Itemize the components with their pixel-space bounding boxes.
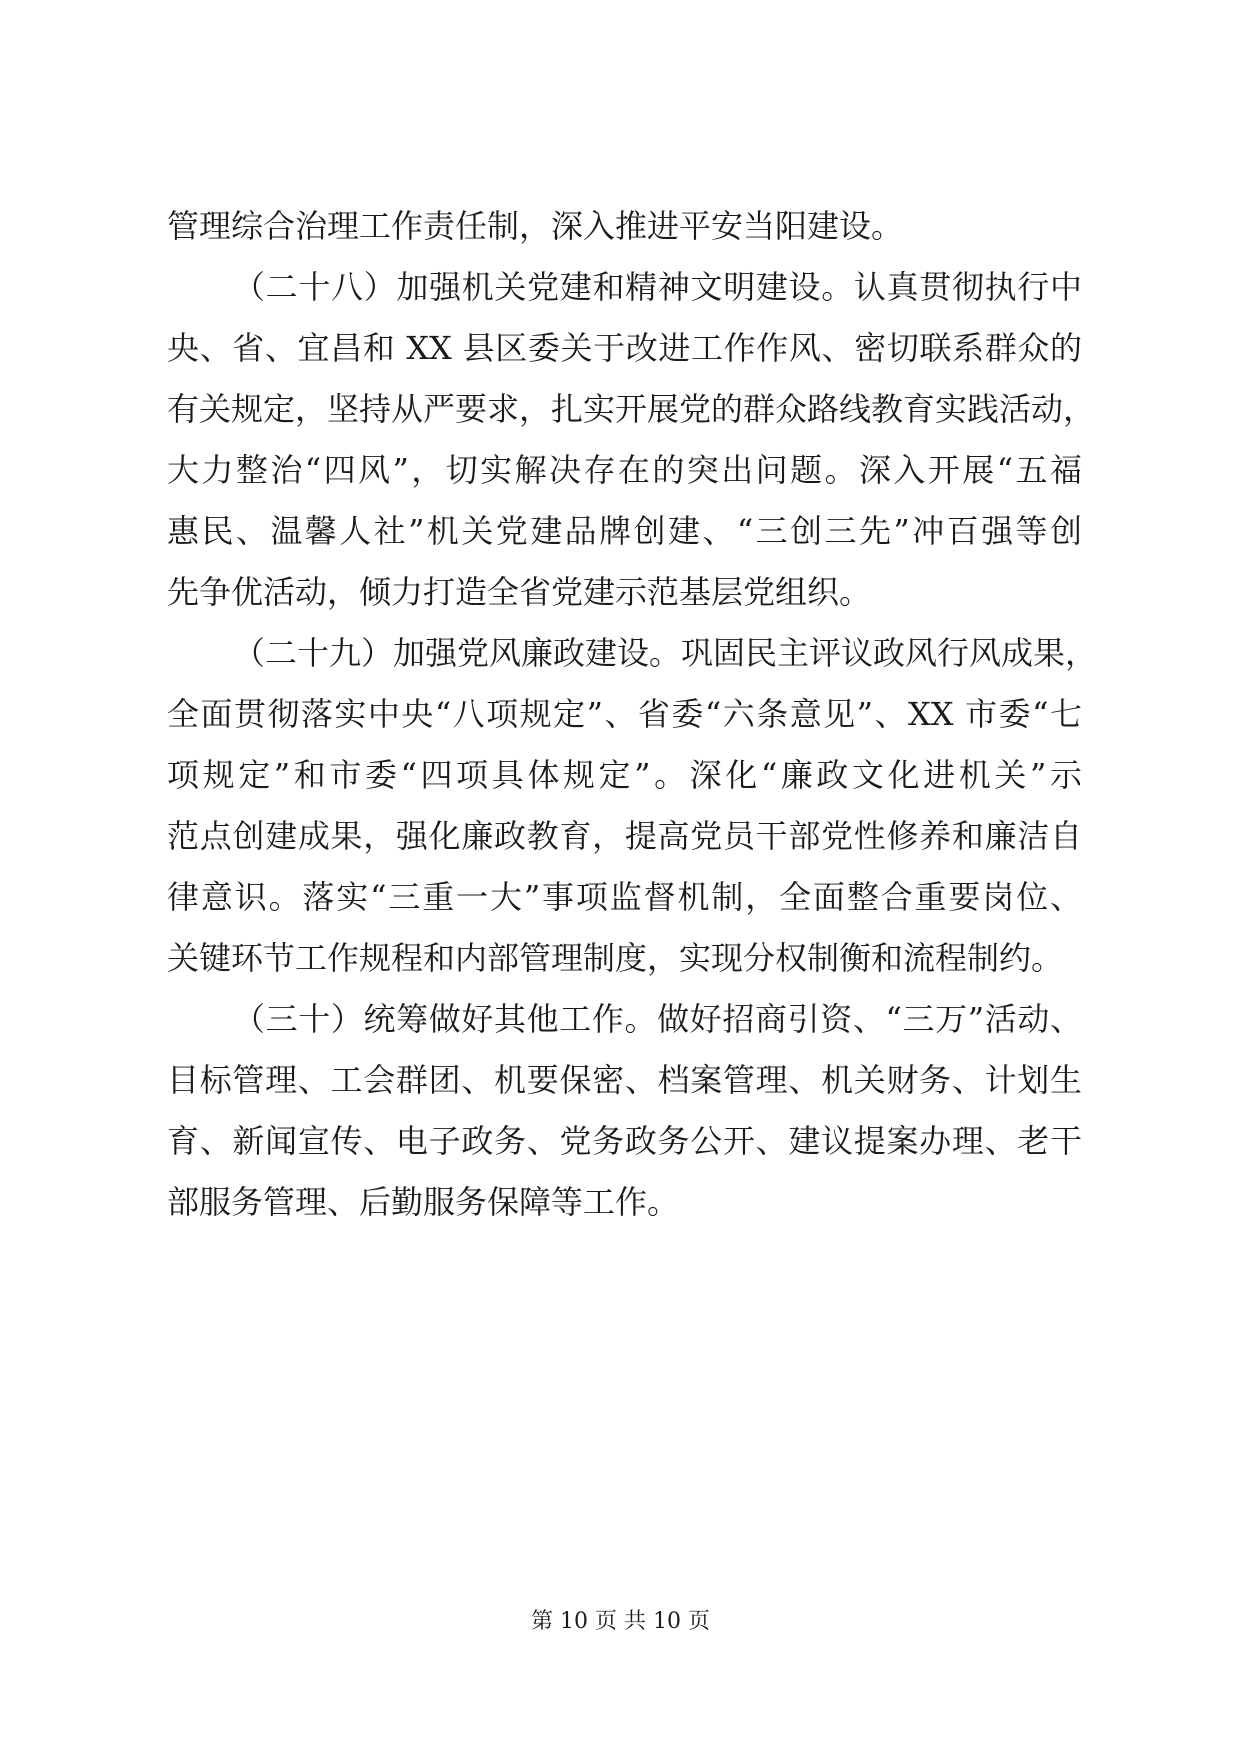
text-line: （三十）统筹做好其他工作。做好招商引资、“三万”活动、 <box>233 1000 1082 1038</box>
text-line: 项规定”和市委“四项具体规定”。深化“廉政文化进机关”示 <box>167 756 1082 794</box>
text-line: 目标管理、工会群团、机要保密、档案管理、机关财务、计划生 <box>167 1061 1082 1099</box>
text-line: 惠民、温馨人社”机关党建品牌创建、“三创三先”冲百强等创 <box>167 512 1082 550</box>
paragraph-p-28 <box>167 257 1096 623</box>
text-line: 关键环节工作规程和内部管理制度，实现分权制衡和流程制约。 <box>167 939 1064 977</box>
text-line: 先争优活动，倾力打造全省党建示范基层党组织。 <box>167 573 872 611</box>
document-body <box>167 196 1098 1233</box>
paragraph-p-continuation <box>167 196 1082 257</box>
paragraph-p-29 <box>167 623 1098 989</box>
text-line: 范点创建成果，强化廉政教育，提高党员干部党性修养和廉洁自 <box>167 817 1082 855</box>
page-footer: 第 10 页 共 10 页 <box>531 1609 710 1634</box>
text-line: （二十九）加强党风廉政建设。巩固民主评议政风行风成果， <box>233 634 1098 672</box>
text-line: （二十八）加强机关党建和精神文明建设。认真贯彻执行中 <box>233 268 1082 306</box>
text-line: 有关规定，坚持从严要求，扎实开展党的群众路线教育实践活动， <box>167 390 1096 428</box>
text-line: 管理综合治理工作责任制，深入推进平安当阳建设。 <box>167 207 904 245</box>
text-line: 央、省、宜昌和 XX 县区委关于改进工作作风、密切联系群众的 <box>167 329 1082 367</box>
paragraph-p-30 <box>167 989 1082 1233</box>
text-line: 部服务管理、后勤服务保障等工作。 <box>167 1183 680 1221</box>
text-line: 全面贯彻落实中央“八项规定”、省委“六条意见”、XX 市委“七 <box>167 695 1082 733</box>
text-line: 律意识。落实“三重一大”事项监督机制，全面整合重要岗位、 <box>167 878 1082 916</box>
text-line: 大力整治“四风”，切实解决存在的突出问题。深入开展“五福 <box>167 451 1082 489</box>
text-line: 育、新闻宣传、电子政务、党务政务公开、建议提案办理、老干 <box>167 1122 1082 1160</box>
